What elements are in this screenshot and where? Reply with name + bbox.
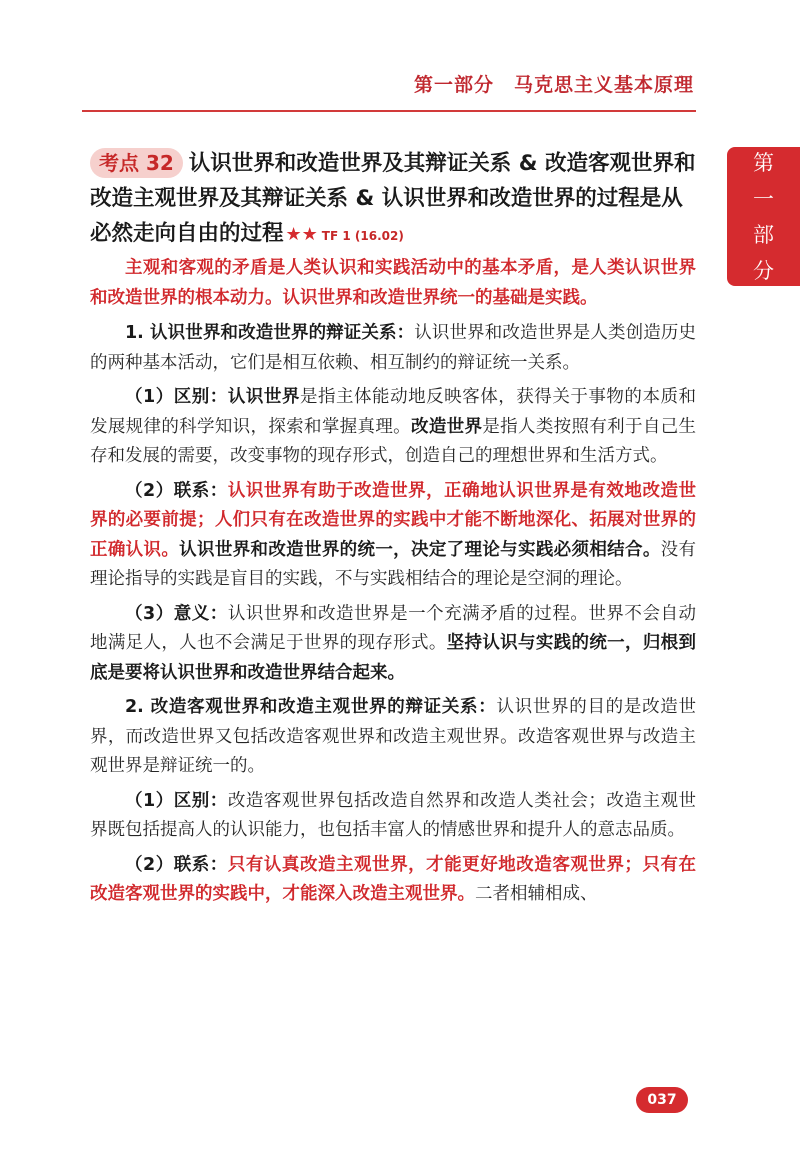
paragraph-text: 认识世界的目的是改造世界，而改造世界又包括改造客观世界和改造主观世界。改造客观世界与改造主观世界是辩证统一的。 [90, 697, 696, 776]
paragraph-text: 认识世界和改造世界是一个充满矛盾的过程。世界不会自动地满足人，人也不会满足于世界的现存形式。 [90, 603, 696, 653]
topic-badge: 考点 32 [90, 148, 183, 178]
paragraph-text: 认识世界和改造世界是人类创造历史的两种基本活动，它们是相互依赖、相互制约的辩证统一关系。 [90, 323, 696, 373]
paragraph-s2-2 [90, 851, 696, 910]
exam-frequency-tag: TF 1 (16.02) [321, 229, 404, 243]
paragraph-s1-3 [90, 600, 696, 689]
side-tab-char: 分 [753, 258, 774, 283]
subsection-label: （2）联系： [125, 854, 228, 875]
paragraph-s2 [90, 693, 696, 782]
chapter-side-tab [727, 147, 800, 286]
intro-paragraph: 主观和客观的矛盾是人类认识和实践活动中的基本矛盾，是人类认识世界和改造世界的根本动力。认识世界和改造世界统一的基础是实践。 [90, 258, 696, 308]
page-body [90, 254, 696, 915]
subsection-label: （1）区别： [125, 790, 228, 811]
subsection-label: （1）区别： [125, 387, 228, 407]
page-number-badge: 037 [636, 1087, 688, 1113]
topic-title [90, 146, 700, 254]
side-tab-char: 第 [753, 150, 774, 175]
paragraph-text: 是指主体能动地反映客体，获得关于事物的本质和发展规律的科学知识，探索和掌握真理。 [90, 387, 697, 437]
bold-text: 坚持认识与实践的统一，归根到底是要将认识世界和改造世界结合起来。 [90, 633, 697, 683]
highlight-text: 只有认真改造主观世界，才能更好地改造客观世界；只有在改造客观世界的实践中，才能深入改造主观世界。 [90, 854, 696, 904]
paragraph-s1-1 [90, 383, 696, 472]
bold-text: 认识世界和改造世界的统一，决定了理论与实践必须相结合。 [179, 539, 661, 560]
subsection-label: （3）意义： [125, 603, 228, 624]
bold-term: 认识世界 [227, 387, 300, 407]
paragraph-text: 改造客观世界包括改造自然界和改造人类社会；改造主观世界既包括提高人的认识能力，也包括丰富人的情感世界和提升人的意志品质。 [90, 790, 696, 840]
bold-term: 改造世界 [411, 416, 483, 437]
paragraph-text: 是指人类按照有利于自己生存和发展的需要，改变事物的现存形式，创造自己的理想世界和生活方式。 [90, 416, 697, 466]
paragraph-s2-1 [90, 787, 696, 846]
star-rating-icon: ★★ [285, 224, 318, 245]
side-tab-char: 部 [753, 222, 774, 247]
section-heading: 2. 改造客观世界和改造主观世界的辩证关系： [125, 697, 497, 717]
paragraph-s1-2 [90, 477, 696, 595]
paragraph-text: 二者相辅相成、 [475, 884, 598, 904]
topic-title-text: 认识世界和改造世界及其辩证关系 & 改造客观世界和改造主观世界及其辩证关系 & 认识世界和改造世界的过程是从必然走向自由的过程 [90, 151, 696, 246]
paragraph-s1 [90, 319, 696, 378]
paragraph-text: 没有理论指导的实践是盲目的实践，不与实践相结合的理论是空洞的理论。 [90, 539, 697, 589]
side-tab-char: 一 [753, 186, 774, 211]
section-heading: 1. 认识世界和改造世界的辩证关系： [125, 323, 415, 343]
subsection-label: （2）联系： [125, 480, 228, 501]
highlight-text: 认识世界有助于改造世界，正确地认识世界是有效地改造世界的必要前提；人们只有在改造世界的实践中才能不断地深化、拓展对世界的正确认识。 [90, 480, 696, 560]
header-divider [82, 110, 696, 112]
section-header: 第一部分 马克思主义基本原理 [413, 74, 694, 96]
